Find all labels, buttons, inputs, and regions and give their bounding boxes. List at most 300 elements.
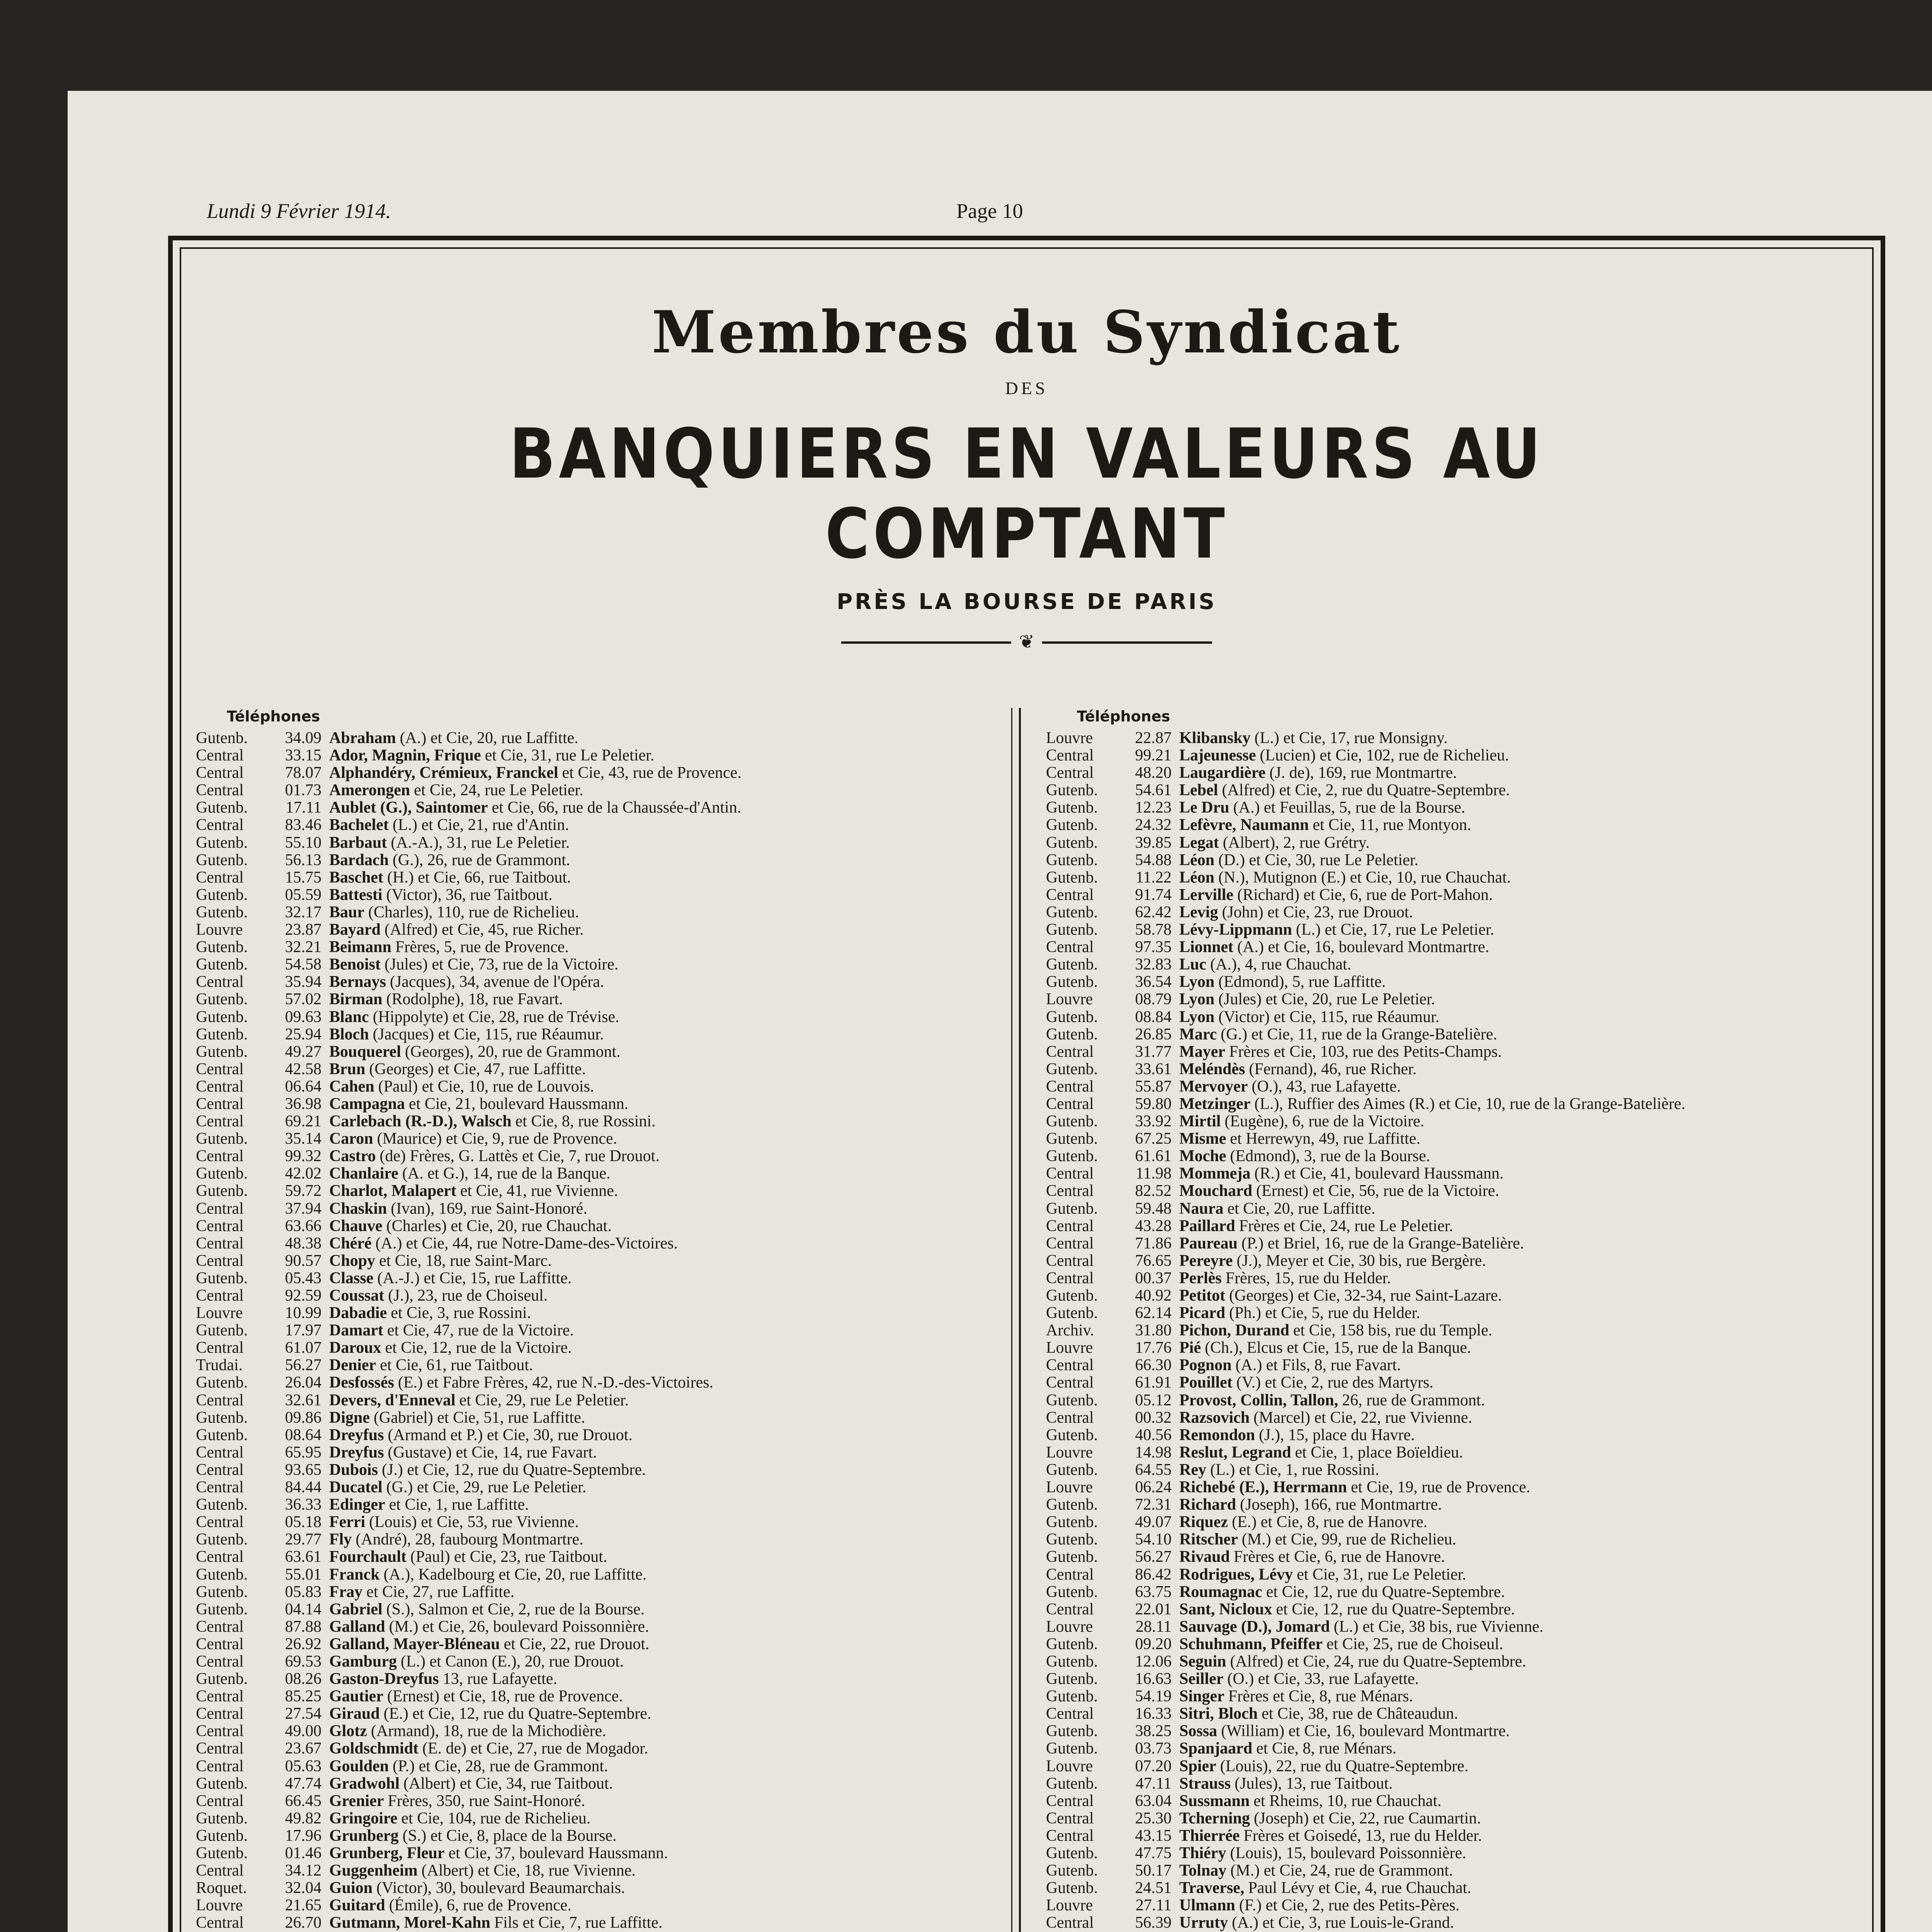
member-address: (G.) et Cie, 29, rue Le Peletier. bbox=[386, 1479, 587, 1497]
member-row bbox=[1046, 1322, 1857, 1339]
member-name: Reslut, Legrand bbox=[1179, 1444, 1291, 1461]
member-address: (A.) et Cie, 20, rue Laffitte. bbox=[400, 730, 578, 747]
member-row bbox=[196, 1583, 969, 1601]
member-name: Ferri bbox=[329, 1514, 366, 1531]
member-name: Ulmann bbox=[1179, 1897, 1235, 1915]
member-address: (Alfred) et Cie, 24, rue du Quatre-Septembre. bbox=[1230, 1653, 1526, 1670]
member-address: (Louis) et Cie, 53, rue Vivienne. bbox=[369, 1514, 579, 1531]
member-phone: 66.45 bbox=[285, 1792, 321, 1810]
member-row bbox=[1046, 1496, 1857, 1514]
member-row bbox=[1046, 921, 1857, 939]
member-phone: 54.19 bbox=[1135, 1688, 1172, 1706]
member-exchange: Gutenb. bbox=[1046, 1723, 1098, 1740]
member-name: Sussmann bbox=[1179, 1792, 1250, 1810]
member-exchange: Gutenb. bbox=[1046, 1531, 1098, 1549]
member-name: Campagna bbox=[329, 1095, 405, 1113]
member-exchange: Trudai. bbox=[196, 1357, 243, 1374]
member-row bbox=[1046, 816, 1857, 834]
member-address: (J.), 15, place du Havre. bbox=[1259, 1426, 1415, 1444]
member-address: et Cie, 31, rue Le Peletier. bbox=[1297, 1566, 1466, 1583]
member-address: (Armand), 18, rue de la Michodière. bbox=[371, 1723, 606, 1740]
member-phone: 63.04 bbox=[1135, 1792, 1172, 1810]
member-name: Rivaud bbox=[1179, 1548, 1230, 1566]
member-row bbox=[1046, 1636, 1857, 1653]
member-address: et Cie, 3, rue Rossini. bbox=[391, 1304, 531, 1322]
member-name: Naura bbox=[1179, 1200, 1224, 1218]
title-ornament-rule bbox=[841, 632, 1212, 652]
member-address: (de) Frères, G. Lattès et Cie, 7, rue Drouot. bbox=[379, 1148, 660, 1165]
member-row bbox=[1046, 782, 1857, 799]
member-exchange: Central bbox=[1046, 1357, 1094, 1374]
member-name: Battesti bbox=[329, 886, 383, 904]
member-row bbox=[196, 747, 969, 764]
member-row bbox=[1046, 1879, 1857, 1897]
member-address: (E.) et Cie, 8, rue de Hanovre. bbox=[1232, 1514, 1428, 1531]
member-address: (J.) et Cie, 12, rue du Quatre-Septembre. bbox=[382, 1461, 646, 1479]
member-phone: 24.32 bbox=[1135, 816, 1172, 834]
member-exchange: Central bbox=[1046, 1217, 1094, 1235]
member-name: Ador, Magnin, Frique bbox=[329, 747, 481, 765]
member-name: Lyon bbox=[1179, 973, 1215, 991]
member-exchange: Central bbox=[1046, 1078, 1094, 1095]
member-exchange: Gutenb. bbox=[196, 799, 248, 817]
member-exchange: Gutenb. bbox=[196, 1374, 248, 1392]
member-row bbox=[196, 886, 969, 904]
telephones-heading-right: Téléphones bbox=[1077, 708, 1170, 725]
member-address: et Cie, 20, rue Laffitte. bbox=[1227, 1200, 1376, 1218]
member-name: Marc bbox=[1179, 1026, 1217, 1043]
member-exchange: Central bbox=[196, 1705, 244, 1723]
member-row bbox=[196, 1200, 969, 1218]
member-row bbox=[1046, 1218, 1857, 1235]
member-name: Lerville bbox=[1179, 886, 1233, 904]
member-phone: 07.20 bbox=[1135, 1757, 1172, 1775]
member-exchange: Central bbox=[196, 1792, 244, 1810]
member-address: et Cie, 22, rue Drouot. bbox=[503, 1635, 650, 1653]
member-name: Pié bbox=[1179, 1339, 1201, 1357]
member-name: Sauvage (D.), Jomard bbox=[1179, 1618, 1330, 1636]
member-address: (Edmond), 5, rue Laffitte. bbox=[1218, 973, 1386, 991]
member-row bbox=[1046, 1148, 1857, 1165]
member-phone: 11.22 bbox=[1136, 869, 1172, 886]
member-name: Strauss bbox=[1179, 1775, 1231, 1793]
member-name: Guitard bbox=[329, 1897, 385, 1915]
member-exchange: Central bbox=[1046, 1792, 1094, 1810]
member-exchange: Gutenb. bbox=[196, 1130, 248, 1148]
member-exchange: Central bbox=[196, 1688, 244, 1706]
member-exchange: Central bbox=[1046, 1235, 1094, 1252]
member-phone: 48.20 bbox=[1135, 764, 1172, 782]
member-address: (Hippolyte) et Cie, 28, rue de Trévise. bbox=[372, 1008, 619, 1026]
member-phone: 08.84 bbox=[1135, 1008, 1172, 1026]
member-phone: 50.17 bbox=[1135, 1862, 1172, 1880]
member-exchange: Gutenb. bbox=[196, 956, 248, 974]
member-address: (Albert), 2, rue Grétry. bbox=[1223, 834, 1370, 852]
member-phone: 31.80 bbox=[1135, 1322, 1172, 1340]
member-phone: 91.74 bbox=[1135, 886, 1172, 904]
member-row bbox=[196, 1095, 969, 1113]
member-address: (R.) et Cie, 41, boulevard Haussmann. bbox=[1254, 1165, 1504, 1183]
member-exchange: Louvre bbox=[196, 921, 243, 939]
member-address: (L.) et Cie, 17, rue Le Peletier. bbox=[1296, 921, 1494, 939]
member-name: Charlot, Malapert bbox=[329, 1182, 456, 1200]
member-phone: 49.00 bbox=[285, 1723, 321, 1740]
member-phone: 90.57 bbox=[285, 1252, 321, 1270]
member-phone: 83.46 bbox=[285, 816, 321, 834]
member-row bbox=[1046, 1688, 1857, 1705]
member-phone: 37.94 bbox=[285, 1200, 321, 1218]
member-phone: 49.07 bbox=[1135, 1514, 1172, 1531]
member-address: (Rodolphe), 18, rue Favart. bbox=[386, 991, 563, 1009]
member-row bbox=[1046, 1339, 1857, 1357]
member-phone: 17.76 bbox=[1135, 1339, 1172, 1357]
member-exchange: Central bbox=[196, 1723, 244, 1740]
member-row bbox=[1046, 730, 1857, 747]
member-name: Remondon bbox=[1179, 1426, 1255, 1444]
member-address: et Cie, 24, rue Le Peletier. bbox=[414, 782, 583, 799]
member-address: (F.) et Cie, 2, rue des Petits-Pères. bbox=[1239, 1897, 1460, 1915]
member-row bbox=[196, 1182, 969, 1200]
member-address: (Louis), 22, rue du Quatre-Septembre. bbox=[1220, 1757, 1469, 1775]
member-exchange: Gutenb. bbox=[1046, 834, 1098, 852]
member-address: (Paul) et Cie, 23, rue Taitbout. bbox=[410, 1548, 607, 1566]
member-row bbox=[1046, 1740, 1857, 1757]
member-exchange: Central bbox=[1046, 939, 1094, 956]
title-banquiers: BANQUIERS EN VALEURS AU COMPTANT bbox=[509, 414, 1544, 574]
telephones-heading-left: Téléphones bbox=[227, 708, 320, 725]
member-address: (Alfred) et Cie, 45, rue Richer. bbox=[384, 921, 584, 939]
member-phone: 67.25 bbox=[1135, 1130, 1172, 1148]
member-name: Beimann bbox=[329, 939, 392, 956]
member-exchange: Louvre bbox=[1046, 1897, 1093, 1915]
member-address: (Armand et P.) et Cie, 30, rue Drouot. bbox=[388, 1426, 633, 1444]
member-address: (E.) et Cie, 12, rue du Quatre-Septembre. bbox=[383, 1705, 651, 1723]
member-name: Bernays bbox=[329, 973, 386, 991]
member-name: Digne bbox=[329, 1409, 370, 1427]
member-address: (E.) et Fabre Frères, 42, rue N.-D.-des-Victoires. bbox=[398, 1374, 714, 1392]
member-address: (M.) et Cie, 24, rue de Grammont. bbox=[1230, 1862, 1453, 1880]
member-row bbox=[1046, 1026, 1857, 1043]
member-phone: 28.11 bbox=[1136, 1618, 1172, 1636]
member-name: Dreyfus bbox=[329, 1444, 384, 1461]
member-exchange: Gutenb. bbox=[196, 1600, 248, 1618]
member-name: Richebé (E.), Herrmann bbox=[1179, 1479, 1347, 1497]
member-name: Bardach bbox=[329, 851, 389, 869]
member-address: et Cie, 19, rue de Provence. bbox=[1350, 1479, 1531, 1497]
member-address: (Albert) et Cie, 18, rue Vivienne. bbox=[421, 1862, 636, 1880]
member-name: Laugardière bbox=[1179, 764, 1266, 782]
member-name: Fray bbox=[329, 1583, 363, 1601]
member-row bbox=[1046, 1514, 1857, 1531]
member-exchange: Gutenb. bbox=[1046, 1113, 1098, 1131]
member-name: Bouquerel bbox=[329, 1043, 401, 1061]
member-phone: 62.42 bbox=[1135, 903, 1172, 921]
member-phone: 69.21 bbox=[285, 1113, 321, 1131]
member-name: Pereyre bbox=[1179, 1252, 1233, 1270]
member-name: Amerongen bbox=[329, 782, 410, 799]
member-exchange: Gutenb. bbox=[1046, 1426, 1098, 1444]
member-name: Spier bbox=[1179, 1757, 1216, 1775]
member-phone: 33.61 bbox=[1135, 1060, 1172, 1078]
member-address: (A. et G.), 14, rue de la Banque. bbox=[402, 1165, 611, 1183]
member-exchange: Gutenb. bbox=[196, 1531, 248, 1549]
member-phone: 48.38 bbox=[285, 1235, 321, 1252]
member-name: Gabriel bbox=[329, 1600, 383, 1618]
member-exchange: Gutenb. bbox=[1046, 782, 1098, 799]
member-exchange: Central bbox=[1046, 1095, 1094, 1113]
member-exchange: Central bbox=[1046, 1600, 1094, 1618]
member-phone: 10.99 bbox=[285, 1304, 321, 1322]
member-row bbox=[196, 1304, 969, 1322]
member-row bbox=[196, 1165, 969, 1182]
member-phone: 08.64 bbox=[285, 1426, 321, 1444]
member-name: Baur bbox=[329, 903, 365, 921]
member-name: Aublet (G.), Saintomer bbox=[329, 799, 488, 817]
member-exchange: Central bbox=[196, 1113, 244, 1131]
member-exchange: Central bbox=[1046, 1914, 1094, 1932]
member-address: (A.), 4, rue Chauchat. bbox=[1210, 956, 1352, 974]
member-row bbox=[196, 1061, 969, 1078]
member-name: Sossa bbox=[1179, 1723, 1218, 1740]
member-address: (Georges) et Cie, 32-34, rue Saint-Lazare. bbox=[1229, 1287, 1502, 1304]
member-exchange: Louvre bbox=[196, 1897, 243, 1915]
member-phone: 32.04 bbox=[285, 1879, 321, 1897]
member-address: (Paul) et Cie, 10, rue de Louvois. bbox=[378, 1078, 594, 1095]
member-row bbox=[1046, 1897, 1857, 1914]
member-name: Le Dru bbox=[1179, 799, 1230, 817]
member-row bbox=[1046, 886, 1857, 904]
member-exchange: Central bbox=[196, 1479, 244, 1497]
member-name: Gutmann, Morel-Kahn bbox=[329, 1914, 490, 1932]
member-phone: 54.10 bbox=[1135, 1531, 1172, 1549]
member-exchange: Central bbox=[196, 1235, 244, 1252]
member-name: Razsovich bbox=[1179, 1409, 1250, 1427]
member-row bbox=[196, 1618, 969, 1636]
member-exchange: Central bbox=[196, 1461, 244, 1479]
member-exchange: Central bbox=[196, 1914, 244, 1932]
member-exchange: Gutenb. bbox=[196, 1426, 248, 1444]
member-name: Schuhmann, Pfeiffer bbox=[1179, 1635, 1323, 1653]
member-row bbox=[196, 816, 969, 834]
member-row bbox=[1046, 1357, 1857, 1374]
member-exchange: Louvre bbox=[1046, 1339, 1093, 1357]
member-row bbox=[1046, 1444, 1857, 1461]
member-exchange: Gutenb. bbox=[1046, 1060, 1098, 1078]
member-phone: 32.17 bbox=[285, 903, 321, 921]
member-exchange: Gutenb. bbox=[1046, 1200, 1098, 1218]
member-name: Singer bbox=[1179, 1688, 1225, 1706]
member-name: Klibansky bbox=[1179, 730, 1251, 747]
member-exchange: Gutenb. bbox=[196, 1182, 248, 1200]
member-address: (A.-A.), 31, rue Le Peletier. bbox=[391, 834, 570, 852]
member-phone: 25.30 bbox=[1135, 1810, 1172, 1827]
member-address: et Cie, 158 bis, rue du Temple. bbox=[1293, 1322, 1493, 1340]
member-name: Goldschmidt bbox=[329, 1740, 419, 1758]
member-phone: 56.39 bbox=[1135, 1914, 1172, 1932]
member-phone: 82.52 bbox=[1135, 1182, 1172, 1200]
member-phone: 76.65 bbox=[1135, 1252, 1172, 1270]
member-row bbox=[1046, 1723, 1857, 1740]
member-phone: 69.53 bbox=[285, 1653, 321, 1670]
member-row bbox=[196, 1548, 969, 1566]
member-exchange: Gutenb. bbox=[1046, 851, 1098, 869]
member-row bbox=[196, 1461, 969, 1479]
member-name: Tolnay bbox=[1179, 1862, 1227, 1880]
member-address: (André), 28, faubourg Montmartre. bbox=[355, 1531, 583, 1549]
member-exchange: Central bbox=[196, 816, 244, 834]
member-name: Carlebach (R.-D.), Walsch bbox=[329, 1113, 512, 1131]
member-address: et Cie, 8, rue Ménars. bbox=[1256, 1740, 1396, 1758]
member-phone: 15.75 bbox=[285, 869, 321, 886]
member-row bbox=[1046, 1165, 1857, 1182]
member-address: et Herrewyn, 49, rue Laffitte. bbox=[1230, 1130, 1420, 1148]
member-phone: 05.12 bbox=[1135, 1391, 1172, 1409]
member-row bbox=[1046, 973, 1857, 991]
member-phone: 35.94 bbox=[285, 973, 321, 991]
member-row bbox=[1046, 799, 1857, 816]
member-name: Mirtil bbox=[1179, 1113, 1221, 1131]
member-address: (Georges), 20, rue de Grammont. bbox=[405, 1043, 621, 1061]
member-row bbox=[196, 1479, 969, 1496]
member-row bbox=[196, 1148, 969, 1165]
member-row bbox=[196, 1775, 969, 1793]
member-address: (Jules), 13, rue Taitbout. bbox=[1235, 1775, 1393, 1793]
member-row bbox=[1046, 1705, 1857, 1723]
member-name: Castro bbox=[329, 1148, 376, 1165]
member-name: Bayard bbox=[329, 921, 381, 939]
member-exchange: Gutenb. bbox=[196, 834, 248, 852]
member-row bbox=[196, 1339, 969, 1357]
member-address: (Joseph), 166, rue Montmartre. bbox=[1240, 1496, 1442, 1514]
member-row bbox=[1046, 1479, 1857, 1496]
issue-date: Lundi 9 Février 1914. bbox=[207, 199, 391, 223]
member-row bbox=[196, 1793, 969, 1810]
member-name: Mommeja bbox=[1179, 1165, 1251, 1183]
member-name: Picard bbox=[1179, 1304, 1225, 1322]
member-address: (Eugène), 6, rue de la Victoire. bbox=[1225, 1113, 1425, 1131]
member-exchange: Gutenb. bbox=[1046, 1514, 1098, 1531]
member-phone: 01.73 bbox=[285, 782, 321, 799]
member-row bbox=[1046, 1061, 1857, 1078]
member-name: Lefèvre, Naumann bbox=[1179, 816, 1309, 834]
member-name: Barbaut bbox=[329, 834, 387, 852]
member-address: (Victor), 30, boulevard Beaumarchais. bbox=[376, 1879, 625, 1897]
member-name: Giraud bbox=[329, 1705, 380, 1723]
member-phone: 55.10 bbox=[285, 834, 321, 852]
member-name: Mouchard bbox=[1179, 1182, 1252, 1200]
member-phone: 01.46 bbox=[285, 1845, 321, 1862]
member-name: Urruty bbox=[1179, 1914, 1228, 1932]
member-phone: 59.48 bbox=[1135, 1200, 1172, 1218]
member-name: Galland bbox=[329, 1618, 385, 1636]
member-row bbox=[196, 1705, 969, 1723]
member-exchange: Gutenb. bbox=[196, 1827, 248, 1845]
member-address: et Rheims, 10, rue Chauchat. bbox=[1253, 1792, 1442, 1810]
member-name: Bachelet bbox=[329, 816, 389, 834]
member-name: Goulden bbox=[329, 1757, 389, 1775]
member-exchange: Central bbox=[196, 1200, 244, 1218]
member-exchange: Gutenb. bbox=[1046, 1008, 1098, 1026]
member-phone: 35.14 bbox=[285, 1130, 321, 1148]
member-phone: 63.66 bbox=[285, 1217, 321, 1235]
member-row bbox=[196, 1218, 969, 1235]
member-name: Mayer bbox=[1179, 1043, 1225, 1061]
member-address: (Louis), 15, boulevard Poissonnière. bbox=[1230, 1845, 1466, 1862]
member-row bbox=[1046, 1287, 1857, 1304]
member-exchange: Central bbox=[196, 869, 244, 886]
member-phone: 99.32 bbox=[285, 1148, 321, 1165]
member-address: (A.) et Cie, 44, rue Notre-Dame-des-Victoires. bbox=[375, 1235, 678, 1252]
title-membres: Membres du Syndicat bbox=[651, 298, 1402, 366]
member-row bbox=[196, 1566, 969, 1583]
member-phone: 56.27 bbox=[1135, 1548, 1172, 1566]
member-row bbox=[196, 1653, 969, 1670]
member-address: (A.) et Cie, 3, rue Louis-le-Grand. bbox=[1231, 1914, 1454, 1932]
member-name: Desfossés bbox=[329, 1374, 394, 1392]
member-row bbox=[196, 852, 969, 869]
member-address: et Cie, 47, rue de la Victoire. bbox=[387, 1322, 574, 1340]
member-phone: 09.86 bbox=[285, 1409, 321, 1427]
member-row bbox=[1046, 956, 1857, 973]
member-address: (P.) et Briel, 16, rue de la Grange-Batelière. bbox=[1241, 1235, 1524, 1252]
member-exchange: Gutenb. bbox=[196, 1322, 248, 1340]
member-exchange: Central bbox=[196, 1548, 244, 1566]
member-row bbox=[196, 939, 969, 956]
member-phone: 64.55 bbox=[1135, 1461, 1172, 1479]
member-name: Gradwohl bbox=[329, 1775, 400, 1793]
member-phone: 47.75 bbox=[1135, 1845, 1172, 1862]
member-address: (A.) et Cie, 16, boulevard Montmartre. bbox=[1237, 939, 1490, 956]
member-exchange: Central bbox=[196, 747, 244, 765]
member-exchange: Gutenb. bbox=[1046, 1879, 1098, 1897]
member-phone: 23.67 bbox=[285, 1740, 321, 1758]
member-exchange: Gutenb. bbox=[196, 730, 248, 747]
member-name: Abraham bbox=[329, 730, 396, 747]
member-row bbox=[1046, 1618, 1857, 1636]
member-name: Galland, Mayer-Bléneau bbox=[329, 1635, 500, 1653]
member-exchange: Gutenb. bbox=[1046, 1548, 1098, 1566]
member-exchange: Gutenb. bbox=[1046, 903, 1098, 921]
member-address: (Alfred) et Cie, 2, rue du Quatre-Septembre. bbox=[1222, 782, 1510, 799]
ornament-icon: ❦ bbox=[1011, 634, 1042, 650]
member-name: Paureau bbox=[1179, 1235, 1238, 1252]
member-phone: 40.56 bbox=[1135, 1426, 1172, 1444]
member-row bbox=[196, 1740, 969, 1757]
member-phone: 55.01 bbox=[285, 1566, 321, 1583]
member-phone: 63.61 bbox=[285, 1548, 321, 1566]
member-row bbox=[1046, 1043, 1857, 1061]
member-phone: 26.85 bbox=[1135, 1026, 1172, 1043]
member-address: (Lucien) et Cie, 102, rue de Richelieu. bbox=[1260, 747, 1509, 765]
member-address: (N.), Mutignon (E.) et Cie, 10, rue Chauchat. bbox=[1218, 869, 1511, 886]
member-row bbox=[1046, 939, 1857, 956]
member-phone: 57.02 bbox=[285, 991, 321, 1009]
member-address: et Cie, 27, rue Laffitte. bbox=[366, 1583, 515, 1601]
member-address: Frères, 350, rue Saint-Honoré. bbox=[388, 1792, 585, 1810]
member-row bbox=[196, 991, 969, 1008]
member-name: Metzinger bbox=[1179, 1095, 1251, 1113]
member-exchange: Central bbox=[196, 1635, 244, 1653]
member-exchange: Central bbox=[1046, 1269, 1094, 1287]
member-name: Lévy-Lippmann bbox=[1179, 921, 1292, 939]
member-row bbox=[1046, 1095, 1857, 1113]
member-exchange: Central bbox=[1046, 1374, 1094, 1392]
member-exchange: Central bbox=[196, 782, 244, 799]
member-name: Roumagnac bbox=[1179, 1583, 1262, 1601]
member-row bbox=[196, 1810, 969, 1827]
member-exchange: Central bbox=[196, 1148, 244, 1165]
member-name: Rodrigues, Lévy bbox=[1179, 1566, 1293, 1583]
